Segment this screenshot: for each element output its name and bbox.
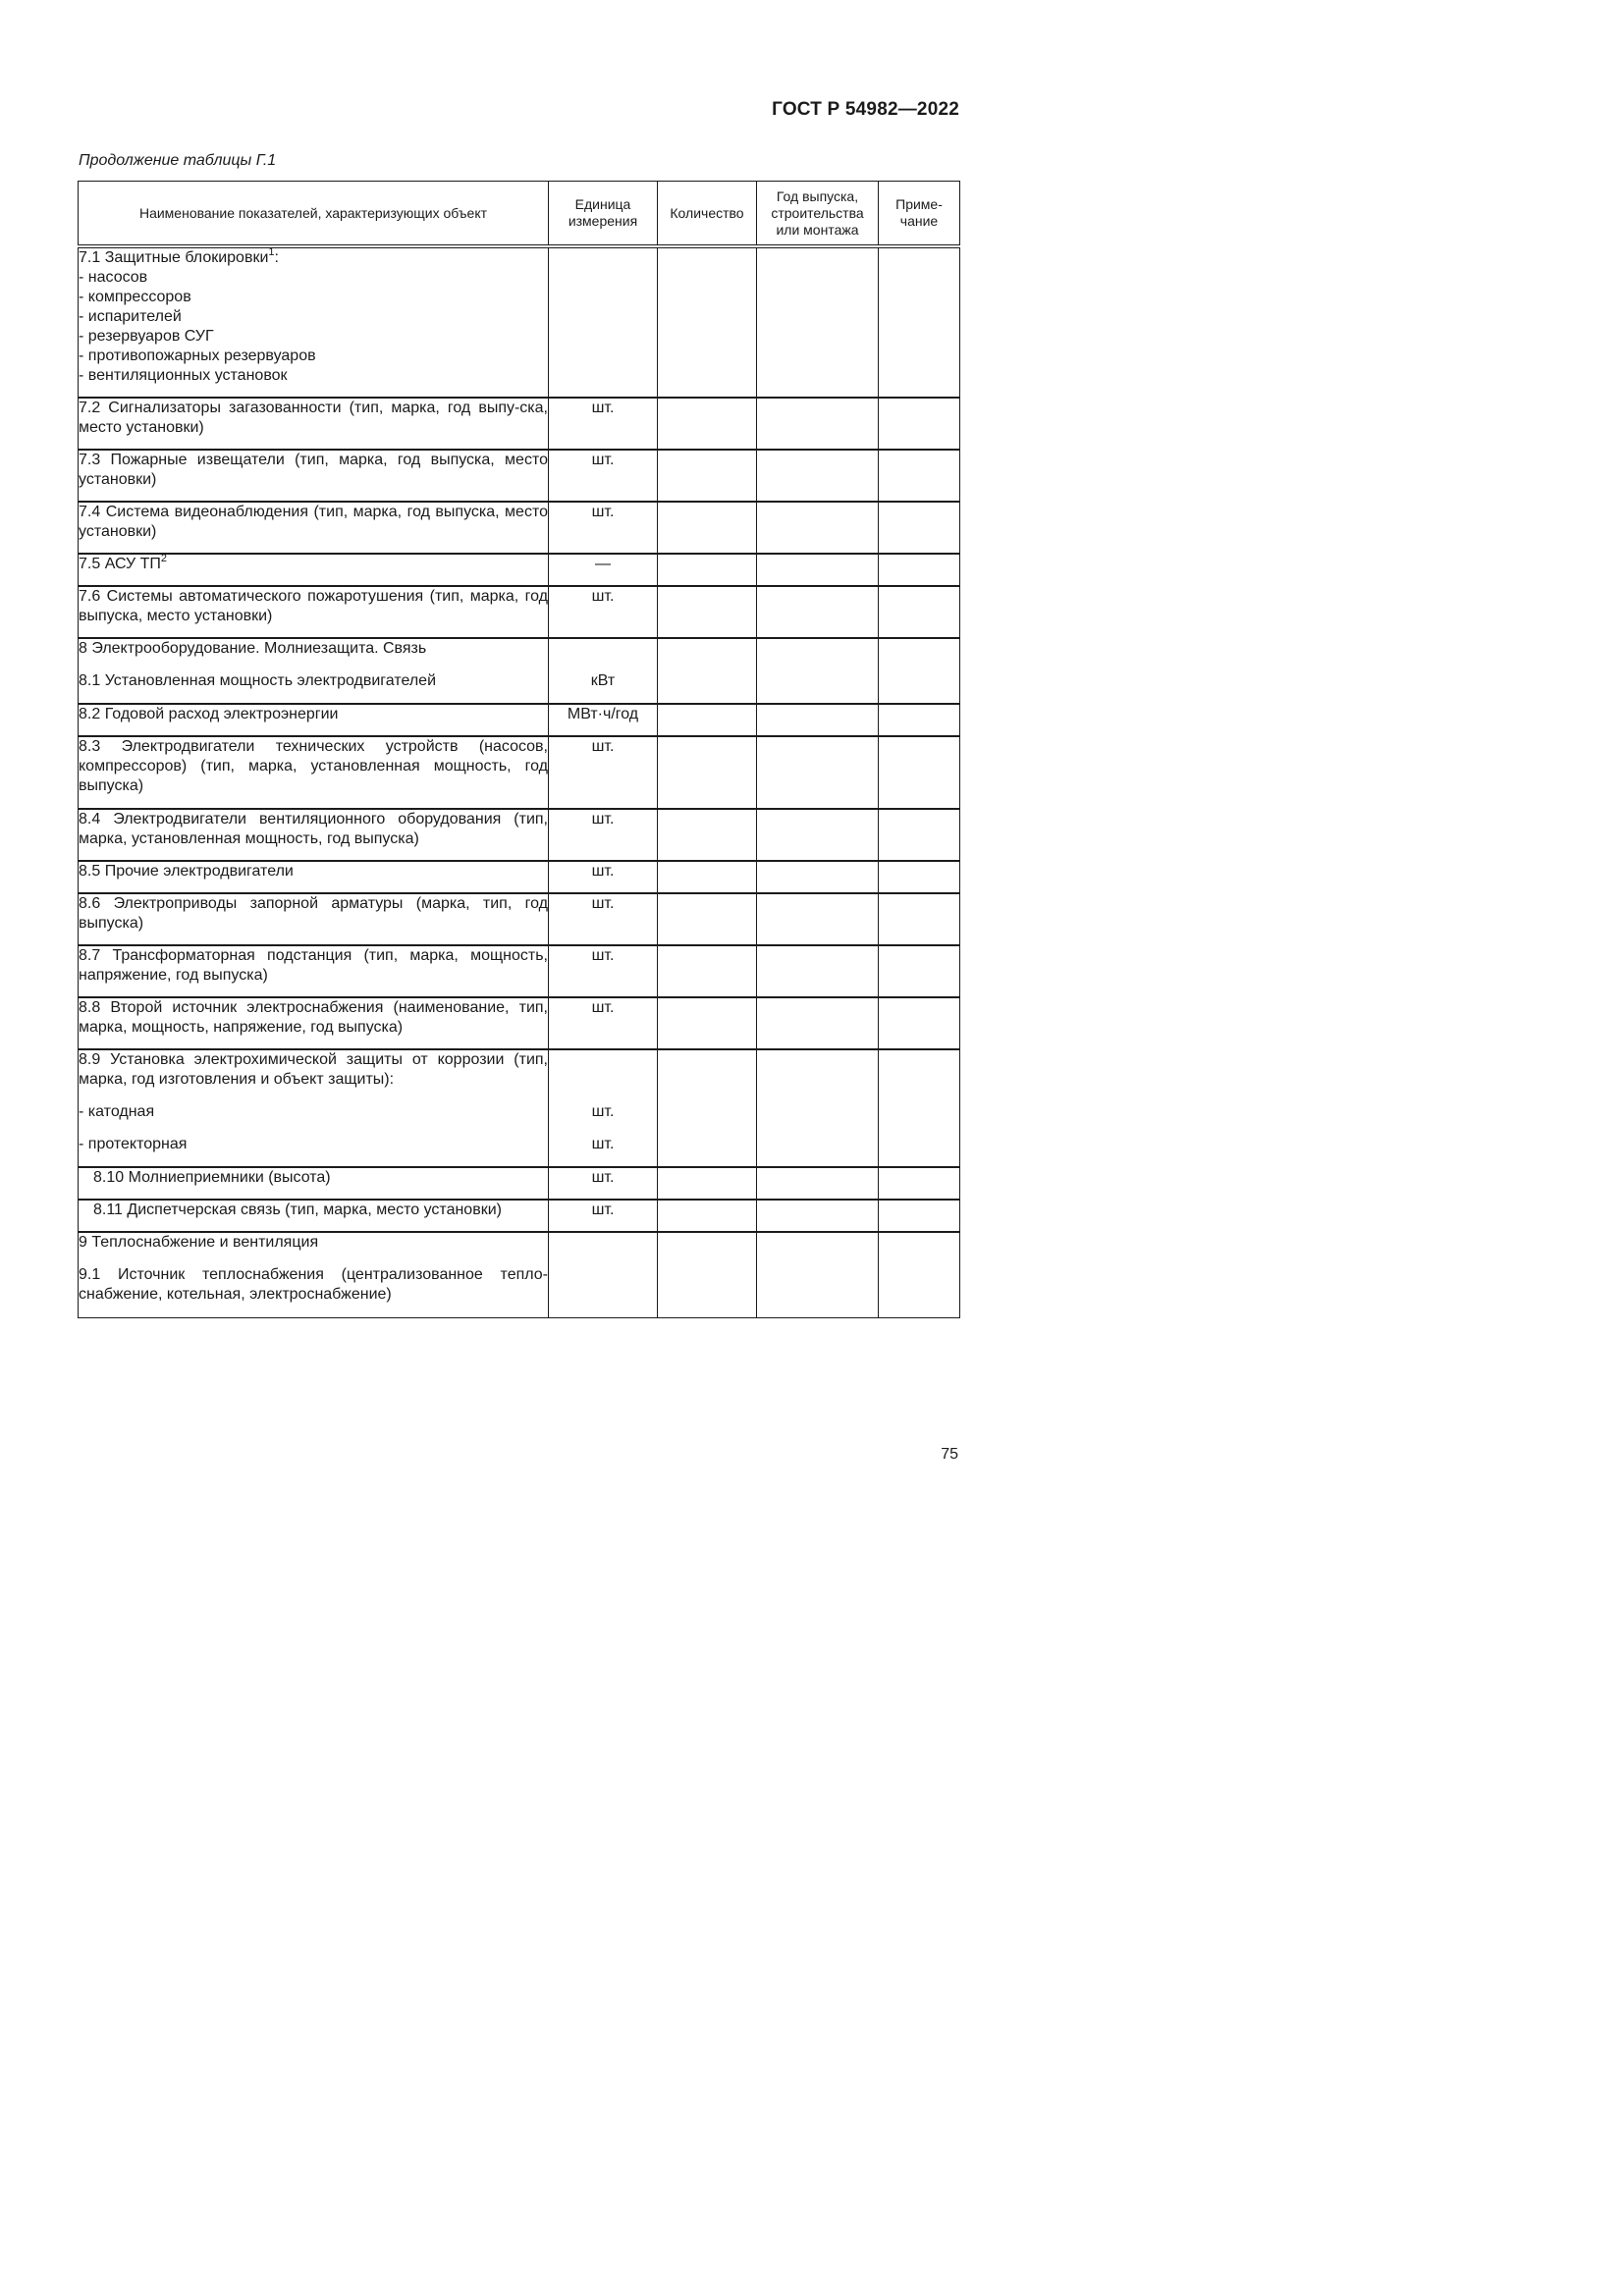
- row-note-cell: [879, 450, 960, 502]
- table-row: [79, 1167, 960, 1200]
- row-unit-cell: шт.: [549, 1200, 658, 1232]
- row-name-cell: 7.3 Пожарные извещатели (тип, марка, год выпуска, место установки): [79, 450, 549, 502]
- row-year-cell: [757, 997, 879, 1049]
- row-year-cell: [757, 1200, 879, 1232]
- list-item: - катодная: [79, 1103, 155, 1120]
- table-row: [79, 861, 960, 893]
- list-item: - резервуаров СУГ: [79, 328, 214, 345]
- row-year-cell: [757, 861, 879, 893]
- row-quantity-cell: [658, 450, 757, 502]
- row-unit-cell: [549, 1049, 658, 1167]
- row-note-cell: [879, 861, 960, 893]
- section-heading: 9 Теплоснабжение и вентиляция: [79, 1234, 319, 1251]
- row-note-cell: [879, 809, 960, 861]
- list-item: - вентиляционных установок: [79, 367, 288, 384]
- row-year-cell: [757, 1049, 879, 1167]
- row-year-cell: [757, 502, 879, 554]
- row-note-cell: [879, 945, 960, 997]
- row-note-cell: [879, 997, 960, 1049]
- column-header-quantity: Количество: [658, 182, 757, 247]
- unit-value: шт.: [591, 1136, 615, 1152]
- row-name-cell: 8.4 Электродвигатели вентиляционного оборудования (тип, марка, установленная мощность, год выпуска): [79, 809, 549, 861]
- row-quantity-cell: [658, 736, 757, 809]
- row-name-cell: 8.3 Электродвигатели технических устройств (насосов, компрессоров) (тип, марка, установленная мощность, год выпуска): [79, 736, 549, 809]
- row-name-cell: 8.5 Прочие электродвигатели: [79, 861, 549, 893]
- list-item: - компрессоров: [79, 289, 191, 305]
- row-note-cell: [879, 1049, 960, 1167]
- table-row: [79, 398, 960, 450]
- row-quantity-cell: [658, 638, 757, 704]
- row-unit-cell: —: [549, 554, 658, 586]
- row-note-cell: [879, 398, 960, 450]
- table-header-row: [79, 182, 960, 247]
- row-name-cell: 8.8 Второй источник электроснабжения (наименование, тип, марка, мощность, напряжение, год выпуска): [79, 997, 549, 1049]
- column-header-note: Приме-чание: [879, 182, 960, 247]
- row-note-cell: [879, 893, 960, 945]
- row-year-cell: [757, 1232, 879, 1317]
- row-title-suffix: :: [274, 249, 279, 266]
- table-row: [79, 586, 960, 638]
- page-number: 75: [941, 1446, 958, 1463]
- row-unit-cell: шт.: [549, 398, 658, 450]
- row-name-cell: 7.6 Системы автоматического пожаротушения (тип, марка, год выпуска, место установки): [79, 586, 549, 638]
- row-name-cell: [79, 1232, 549, 1317]
- row-title: 7.5 АСУ ТП: [79, 556, 161, 572]
- table-row: [79, 554, 960, 586]
- unit-value: шт.: [591, 1103, 615, 1120]
- row-unit-cell: шт.: [549, 997, 658, 1049]
- table-row: [79, 502, 960, 554]
- row-year-cell: [757, 945, 879, 997]
- row-unit-cell: шт.: [549, 861, 658, 893]
- table-row: [79, 736, 960, 809]
- row-quantity-cell: [658, 1200, 757, 1232]
- row-unit-cell: шт.: [549, 1167, 658, 1200]
- section-heading: 8 Электрооборудование. Молниезащита. Связь: [79, 640, 427, 657]
- row-quantity-cell: [658, 586, 757, 638]
- table-row: [79, 704, 960, 736]
- row-unit-cell: [549, 246, 658, 398]
- document-code: ГОСТ Р 54982—2022: [772, 99, 959, 120]
- row-quantity-cell: [658, 893, 757, 945]
- list-item: - противопожарных резервуаров: [79, 347, 316, 364]
- row-year-cell: [757, 586, 879, 638]
- row-quantity-cell: [658, 398, 757, 450]
- row-quantity-cell: [658, 246, 757, 398]
- row-unit-cell: шт.: [549, 736, 658, 809]
- row-unit-cell: шт.: [549, 893, 658, 945]
- row-title: 7.1 Защитные блокировки: [79, 249, 269, 266]
- table-row: [79, 893, 960, 945]
- row-name-cell: [79, 246, 549, 398]
- row-name-cell: 7.4 Система видеонаблюдения (тип, марка, год выпуска, место установки): [79, 502, 549, 554]
- row-unit-cell: [549, 1232, 658, 1317]
- row-note-cell: [879, 1200, 960, 1232]
- table-continuation-caption: Продолжение таблицы Г.1: [79, 152, 277, 169]
- footnote-mark: 1: [268, 246, 275, 258]
- list-item: - протекторная: [79, 1136, 188, 1152]
- row-note-cell: [879, 246, 960, 398]
- row-note-cell: [879, 1167, 960, 1200]
- row-quantity-cell: [658, 1167, 757, 1200]
- table-row: [79, 1200, 960, 1232]
- row-quantity-cell: [658, 945, 757, 997]
- row-unit-cell: шт.: [549, 502, 658, 554]
- row-name-cell: 8.6 Электроприводы запорной арматуры (марка, тип, год выпуска): [79, 893, 549, 945]
- row-unit-cell: МВт·ч/год: [549, 704, 658, 736]
- row-note-cell: [879, 1232, 960, 1317]
- footnote-mark: 2: [160, 553, 168, 564]
- row-name-cell: [79, 1049, 549, 1167]
- row-note-cell: [879, 736, 960, 809]
- column-header-name: Наименование показателей, характеризующих объект: [79, 182, 549, 247]
- table-row: [79, 638, 960, 704]
- list-item: - испарителей: [79, 308, 182, 325]
- column-header-year: Год выпуска, строительства или монтажа: [757, 182, 879, 247]
- table-row: [79, 809, 960, 861]
- row-year-cell: [757, 1167, 879, 1200]
- row-name-cell: 8.11 Диспетчерская связь (тип, марка, место установки): [79, 1200, 549, 1232]
- row-unit-cell: шт.: [549, 809, 658, 861]
- row-note-cell: [879, 704, 960, 736]
- table-row: [79, 945, 960, 997]
- row-quantity-cell: [658, 502, 757, 554]
- row-quantity-cell: [658, 809, 757, 861]
- table-row: [79, 450, 960, 502]
- row-note-cell: [879, 586, 960, 638]
- row-name-cell: [79, 554, 549, 586]
- row-name-cell: 7.2 Сигнализаторы загазованности (тип, марка, год выпу-ска, место установки): [79, 398, 549, 450]
- table-row: [79, 246, 960, 398]
- row-title: 8.9 Установка электрохимической защиты от коррозии (тип, марка, год изготовления и объект защиты):: [79, 1051, 548, 1088]
- row-quantity-cell: [658, 554, 757, 586]
- list-item: - насосов: [79, 269, 148, 286]
- row-year-cell: [757, 398, 879, 450]
- row-year-cell: [757, 638, 879, 704]
- row-subtitle: 8.1 Установленная мощность электродвигателей: [79, 672, 437, 689]
- row-name-cell: 8.2 Годовой расход электроэнергии: [79, 704, 549, 736]
- unit-value: кВт: [590, 672, 616, 689]
- row-name-cell: 8.7 Трансформаторная подстанция (тип, марка, мощность, напряжение, год выпуска): [79, 945, 549, 997]
- row-year-cell: [757, 246, 879, 398]
- row-year-cell: [757, 704, 879, 736]
- row-unit-cell: шт.: [549, 450, 658, 502]
- row-quantity-cell: [658, 1232, 757, 1317]
- row-quantity-cell: [658, 861, 757, 893]
- row-year-cell: [757, 554, 879, 586]
- table-row: [79, 1232, 960, 1317]
- specification-table: [78, 181, 960, 1318]
- row-quantity-cell: [658, 704, 757, 736]
- row-name-cell: 8.10 Молниеприемники (высота): [79, 1167, 549, 1200]
- row-unit-cell: [549, 638, 658, 704]
- row-subtitle: 9.1 Источник теплоснабжения (централизованное тепло-снабжение, котельная, электроснабжение): [79, 1266, 548, 1303]
- row-name-cell: [79, 638, 549, 704]
- row-year-cell: [757, 736, 879, 809]
- row-note-cell: [879, 502, 960, 554]
- row-unit-cell: шт.: [549, 945, 658, 997]
- row-note-cell: [879, 638, 960, 704]
- row-note-cell: [879, 554, 960, 586]
- table-row: [79, 1049, 960, 1167]
- column-header-unit: Единица измерения: [549, 182, 658, 247]
- row-quantity-cell: [658, 1049, 757, 1167]
- row-year-cell: [757, 450, 879, 502]
- row-year-cell: [757, 809, 879, 861]
- table-row: [79, 997, 960, 1049]
- row-year-cell: [757, 893, 879, 945]
- row-unit-cell: шт.: [549, 586, 658, 638]
- row-quantity-cell: [658, 997, 757, 1049]
